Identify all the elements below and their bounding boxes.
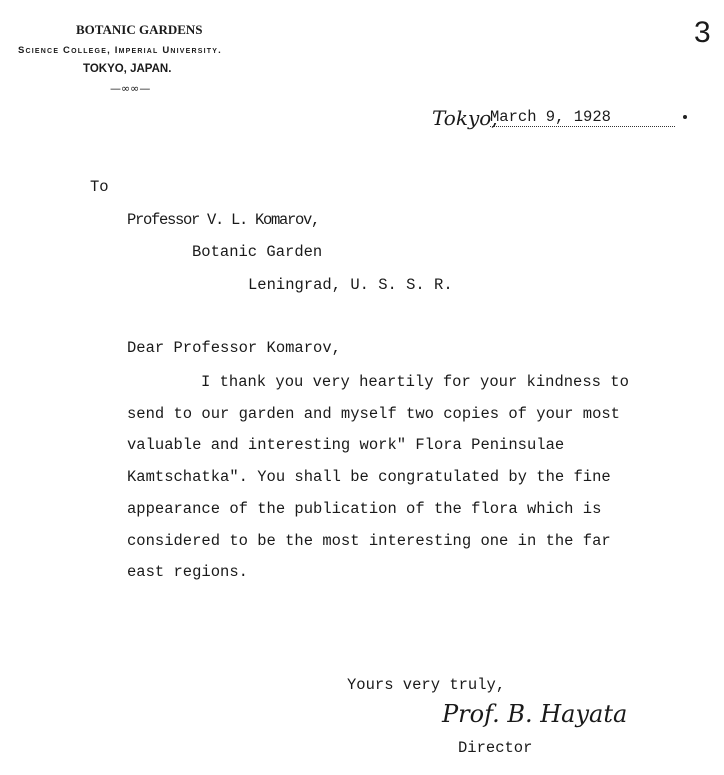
letterhead-institution: Science College, Imperial University. bbox=[18, 45, 222, 56]
signer-title: Director bbox=[458, 739, 533, 757]
date-value: March 9, 1928 bbox=[490, 110, 675, 127]
greeting: Dear Professor Komarov, bbox=[127, 339, 341, 357]
body-line: appearance of the publication of the flora which is bbox=[127, 500, 602, 518]
recipient-city: Leningrad, U. S. S. R. bbox=[248, 276, 453, 294]
letterhead-ornament: —∞∞— bbox=[110, 82, 151, 95]
recipient-name: Professor V. L. Komarov, bbox=[127, 211, 320, 229]
signature: Prof. B. Hayata bbox=[442, 700, 628, 728]
date-dot bbox=[683, 115, 687, 119]
page-number: 3 bbox=[694, 16, 711, 49]
body-line: valuable and interesting work" Flora Peninsulae bbox=[127, 436, 565, 454]
to-label: To bbox=[90, 178, 109, 196]
body-line: considered to be the most interesting one in the far bbox=[127, 532, 611, 550]
letterhead-city: TOKYO, JAPAN. bbox=[83, 63, 172, 75]
body-line: I thank you very heartily for your kindness to bbox=[201, 373, 629, 391]
body-line: send to our garden and myself two copies of your most bbox=[127, 405, 620, 423]
body-line: Kamtschatka". You shall be congratulated by the fine bbox=[127, 468, 611, 486]
body-line: east regions. bbox=[127, 563, 248, 581]
closing: Yours very truly, bbox=[347, 676, 506, 694]
date-place: Tokyo, bbox=[432, 106, 498, 130]
recipient-institution: Botanic Garden bbox=[192, 243, 323, 261]
letterhead-title: BOTANIC GARDENS bbox=[76, 22, 203, 37]
